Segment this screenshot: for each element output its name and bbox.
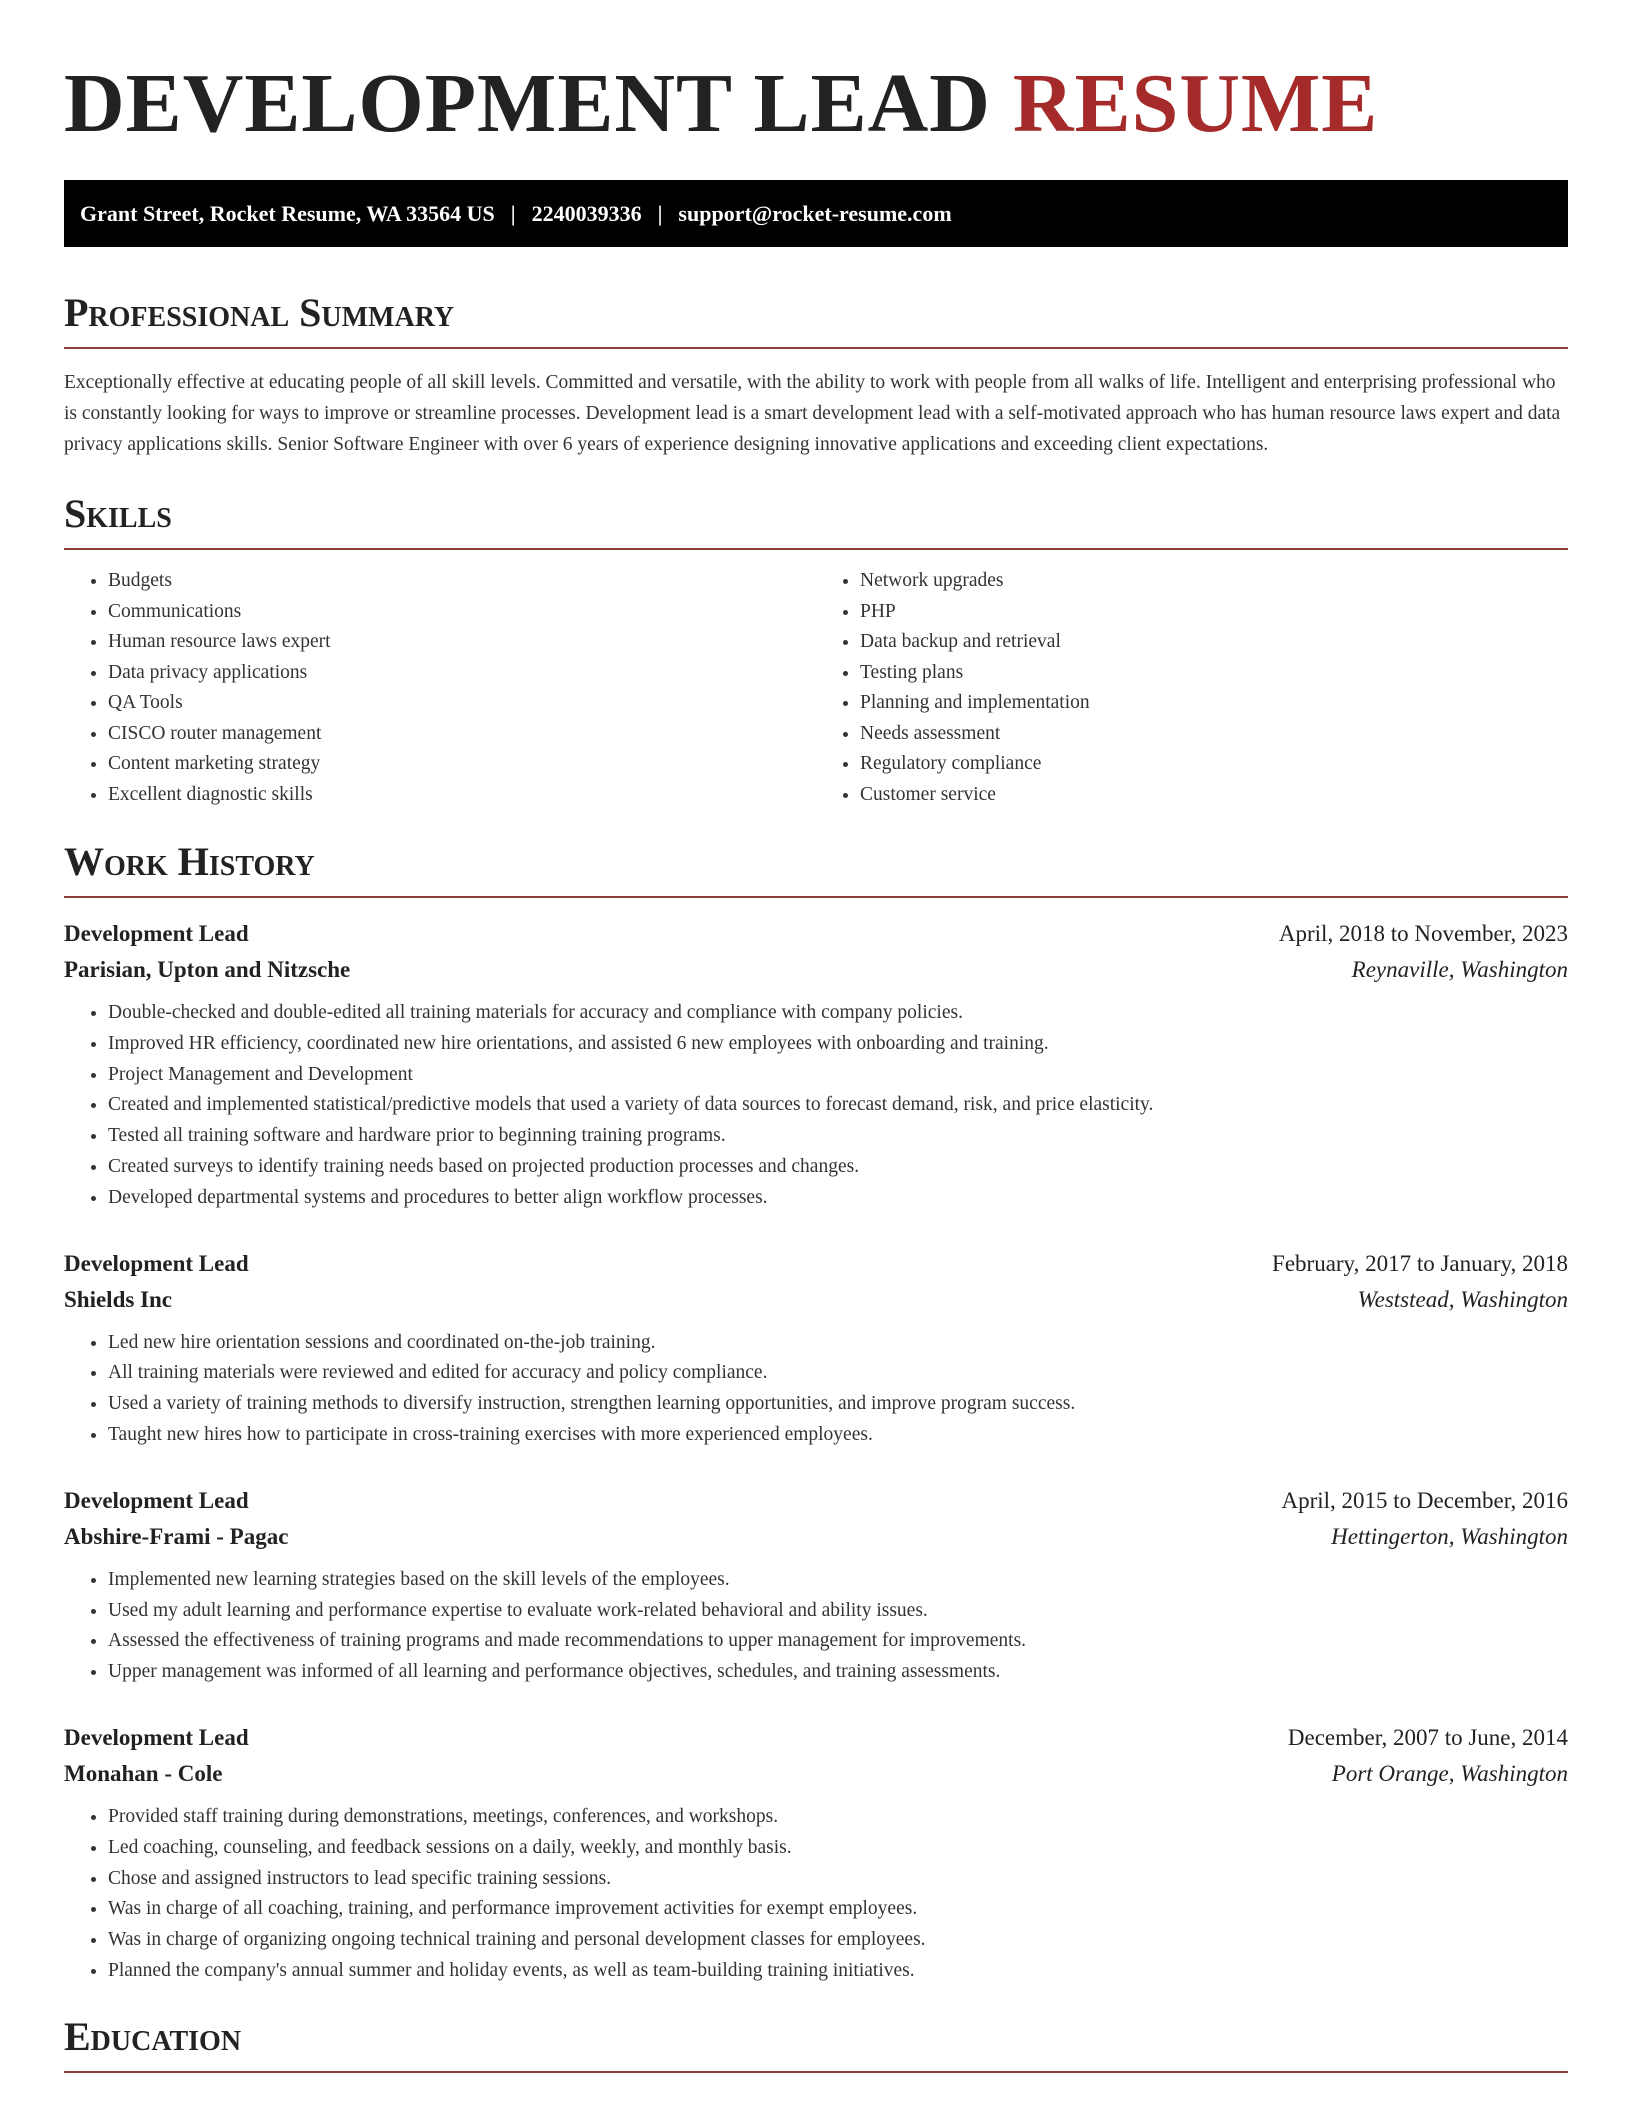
job-entry — [64, 1483, 1568, 1688]
skill-item: • Network upgrades — [860, 566, 1568, 597]
contact-separator: | — [510, 200, 516, 226]
job-location: Weststead, Washington — [1357, 1286, 1568, 1312]
job-bullets — [64, 1565, 1568, 1688]
job-bullet: • Tested all training software and hardware prior to beginning training programs. — [108, 1121, 1568, 1152]
contact-email: support@rocket-resume.com — [678, 200, 952, 226]
job-dates: February, 2017 to January, 2018 — [1272, 1250, 1568, 1276]
job-bullet: • All training materials were reviewed and edited for accuracy and policy compliance. — [108, 1358, 1568, 1389]
skill-item: • Regulatory compliance — [860, 749, 1568, 780]
job-dates: April, 2018 to November, 2023 — [1278, 921, 1568, 946]
job-bullets — [64, 1802, 1568, 1987]
job-company-row — [64, 952, 1568, 988]
job-entry — [64, 916, 1568, 1214]
job-bullet: • Implemented new learning strategies based on the skill levels of the employees. — [108, 1565, 1568, 1596]
job-title: Development Lead — [64, 921, 249, 946]
job-location: Hettingerton, Washington — [1331, 1523, 1568, 1549]
job-entry — [64, 1720, 1568, 1987]
title-accent: RESUME — [1012, 57, 1379, 150]
job-bullet: • Led new hire orientation sessions and coordinated on-the-job training. — [108, 1328, 1568, 1359]
job-bullet: • Double-checked and double-edited all training materials for accuracy and compliance with company policies. — [108, 998, 1568, 1029]
job-bullet: • Led coaching, counseling, and feedback sessions on a daily, weekly, and monthly basis. — [108, 1833, 1568, 1864]
job-header-row — [64, 1246, 1568, 1282]
job-bullet: • Upper management was informed of all learning and performance objectives, schedules, and training assessments. — [108, 1657, 1568, 1688]
job-bullet: • Improved HR efficiency, coordinated new hire orientations, and assisted 6 new employees with onboarding and training. — [108, 1029, 1568, 1060]
skill-item: • QA Tools — [108, 688, 816, 719]
contact-address: Grant Street, Rocket Resume, WA 33564 US — [80, 200, 495, 226]
resume-title — [64, 0, 1568, 152]
job-bullet: • Planned the company's annual summer and holiday events, as well as team-building training initiatives. — [108, 1956, 1568, 1987]
education-heading: Education — [64, 2013, 1568, 2073]
job-location: Reynaville, Washington — [1351, 957, 1568, 982]
skill-item: • PHP — [860, 597, 1568, 628]
skill-item: • Testing plans — [860, 658, 1568, 689]
job-header-row — [64, 1483, 1568, 1519]
skill-item: • Budgets — [108, 566, 816, 597]
job-title: Development Lead — [64, 1250, 249, 1276]
job-company-row — [64, 1282, 1568, 1318]
summary-heading: Professional Summary — [64, 289, 1568, 349]
job-bullet: • Project Management and Development — [108, 1060, 1568, 1091]
skill-item: • Data backup and retrieval — [860, 627, 1568, 658]
skills-grid — [64, 566, 1568, 810]
contact-bar — [64, 180, 1568, 247]
job-header-row — [64, 916, 1568, 952]
skills-heading: Skills — [64, 490, 1568, 550]
job-entry — [64, 1246, 1568, 1451]
education-section — [64, 2013, 1568, 2073]
skills-list-right — [816, 566, 1568, 810]
job-bullet: • Developed departmental systems and procedures to better align workflow processes. — [108, 1183, 1568, 1214]
skill-item: • Needs assessment — [860, 719, 1568, 750]
title-main: DEVELOPMENT LEAD — [64, 57, 991, 150]
work-history-heading: Work History — [64, 838, 1568, 898]
job-bullet: • Provided staff training during demonstrations, meetings, conferences, and workshops. — [108, 1802, 1568, 1833]
summary-section — [64, 289, 1568, 460]
job-bullet: • Was in charge of all coaching, training, and performance improvement activities for exempt employees. — [108, 1894, 1568, 1925]
skill-item: • Human resource laws expert — [108, 627, 816, 658]
skill-item: • Content marketing strategy — [108, 749, 816, 780]
job-bullet: • Created and implemented statistical/predictive models that used a variety of data sources to forecast demand, risk, and price elasticity. — [108, 1090, 1568, 1121]
skill-item: • Customer service — [860, 780, 1568, 811]
job-company: Monahan - Cole — [64, 1760, 223, 1786]
skill-item: • Data privacy applications — [108, 658, 816, 689]
summary-text: Exceptionally effective at educating people of all skill levels. Committed and versatile, with the ability to work with people from all walks of life. Intelligent and enterprising professional who is constantly looking for ways to improve or streamline processes. Development lead is a smart development lead with a self-motivated approach who has human resource laws expert and data privacy applications skills. Senior Software Engineer with over 6 years of experience designing innovative applications and exceeding client expectations. — [64, 372, 1561, 455]
job-bullet: • Used my adult learning and performance expertise to evaluate work-related behavioral and ability issues. — [108, 1596, 1568, 1627]
job-bullet: • Created surveys to identify training needs based on projected production processes and changes. — [108, 1152, 1568, 1183]
job-dates: December, 2007 to June, 2014 — [1287, 1724, 1568, 1750]
job-header-row — [64, 1720, 1568, 1756]
skill-item: • CISCO router management — [108, 719, 816, 750]
job-title: Development Lead — [64, 1487, 249, 1513]
job-location: Port Orange, Washington — [1331, 1760, 1568, 1786]
job-title: Development Lead — [64, 1724, 249, 1750]
skills-section — [64, 490, 1568, 810]
job-company: Abshire-Frami - Pagac — [64, 1523, 289, 1549]
job-company-row — [64, 1519, 1568, 1555]
contact-phone: 2240039336 — [531, 200, 642, 226]
job-bullet: • Taught new hires how to participate in cross-training exercises with more experienced employees. — [108, 1420, 1568, 1451]
job-company-row — [64, 1756, 1568, 1792]
job-company: Parisian, Upton and Nitzsche — [64, 957, 351, 982]
contact-separator: | — [657, 200, 663, 226]
job-dates: April, 2015 to December, 2016 — [1281, 1487, 1568, 1513]
job-company: Shields Inc — [64, 1286, 173, 1312]
job-bullets — [64, 998, 1568, 1214]
job-bullet: • Was in charge of organizing ongoing technical training and personal development classes for employees. — [108, 1925, 1568, 1956]
job-bullets — [64, 1328, 1568, 1451]
skills-list-left — [64, 566, 816, 810]
skill-item: • Excellent diagnostic skills — [108, 780, 816, 811]
skill-item: • Planning and implementation — [860, 688, 1568, 719]
job-bullet: • Assessed the effectiveness of training programs and made recommendations to upper management for improvements. — [108, 1626, 1568, 1657]
work-history-section — [64, 838, 1568, 1987]
job-bullet: • Used a variety of training methods to diversify instruction, strengthen learning opportunities, and improve program success. — [108, 1389, 1568, 1420]
job-bullet: • Chose and assigned instructors to lead specific training sessions. — [108, 1864, 1568, 1895]
skill-item: • Communications — [108, 597, 816, 628]
